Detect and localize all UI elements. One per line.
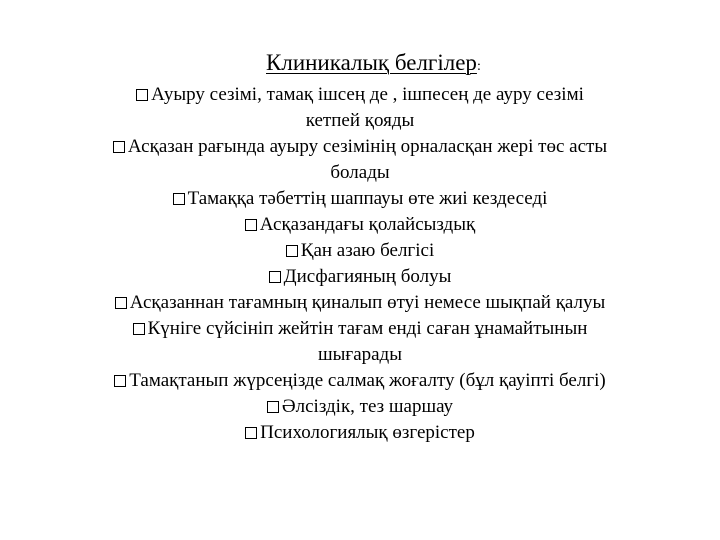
checkbox-bullet-icon (267, 401, 279, 413)
list-item (20, 368, 700, 394)
symptom-list (110, 82, 610, 446)
list-item (110, 238, 610, 264)
list-item-text: Қан азаю белгісі (300, 240, 435, 261)
checkbox-bullet-icon (114, 375, 126, 387)
list-item-text: Асқазан рағында ауыру сезімінің орналасқан жері төс асты болады (127, 136, 608, 183)
list-item-text: Психологиялық өзгерістер (260, 422, 475, 443)
title-row (266, 50, 481, 76)
checkbox-bullet-icon (115, 297, 127, 309)
checkbox-bullet-icon (173, 193, 185, 205)
list-item (110, 316, 610, 368)
list-item (110, 186, 610, 212)
slide-title: Клиникалық белгілер (266, 50, 477, 75)
checkbox-bullet-icon (133, 323, 145, 335)
list-item-text: Күніге сүйсініп жейтін тағам енді саған ұнамайтынын шығарады (147, 318, 588, 365)
list-item (110, 420, 610, 446)
list-item-text: Тамаққа тәбеттің шаппауы өте жиі кездеседі (187, 188, 548, 209)
list-item-text: Ауыру сезімі, тамақ ішсең де , ішпесең де ауру сезімі кетпей қояды (151, 84, 584, 131)
checkbox-bullet-icon (245, 427, 257, 439)
list-item (110, 264, 610, 290)
list-item (110, 212, 610, 238)
title-colon: : (476, 59, 481, 74)
checkbox-bullet-icon (286, 245, 298, 257)
list-item-text: Асқазандағы қолайсыздық (259, 214, 476, 235)
list-item (20, 290, 700, 316)
list-item (110, 82, 610, 134)
checkbox-bullet-icon (245, 219, 257, 231)
checkbox-bullet-icon (269, 271, 281, 283)
list-item-text: Әлсіздік, тез шаршау (281, 396, 454, 417)
list-item (110, 394, 610, 420)
list-item (110, 134, 610, 186)
checkbox-bullet-icon (113, 141, 125, 153)
checkbox-bullet-icon (136, 89, 148, 101)
list-item-text: Тамақтанып жүрсеңізде салмақ жоғалту (бұл қауіпті белгі) (129, 370, 606, 391)
list-item-text: Дисфагияның болуы (283, 266, 452, 287)
list-item-text: Асқазаннан тағамның қиналып өтуі немесе шықпай қалуы (129, 292, 606, 313)
